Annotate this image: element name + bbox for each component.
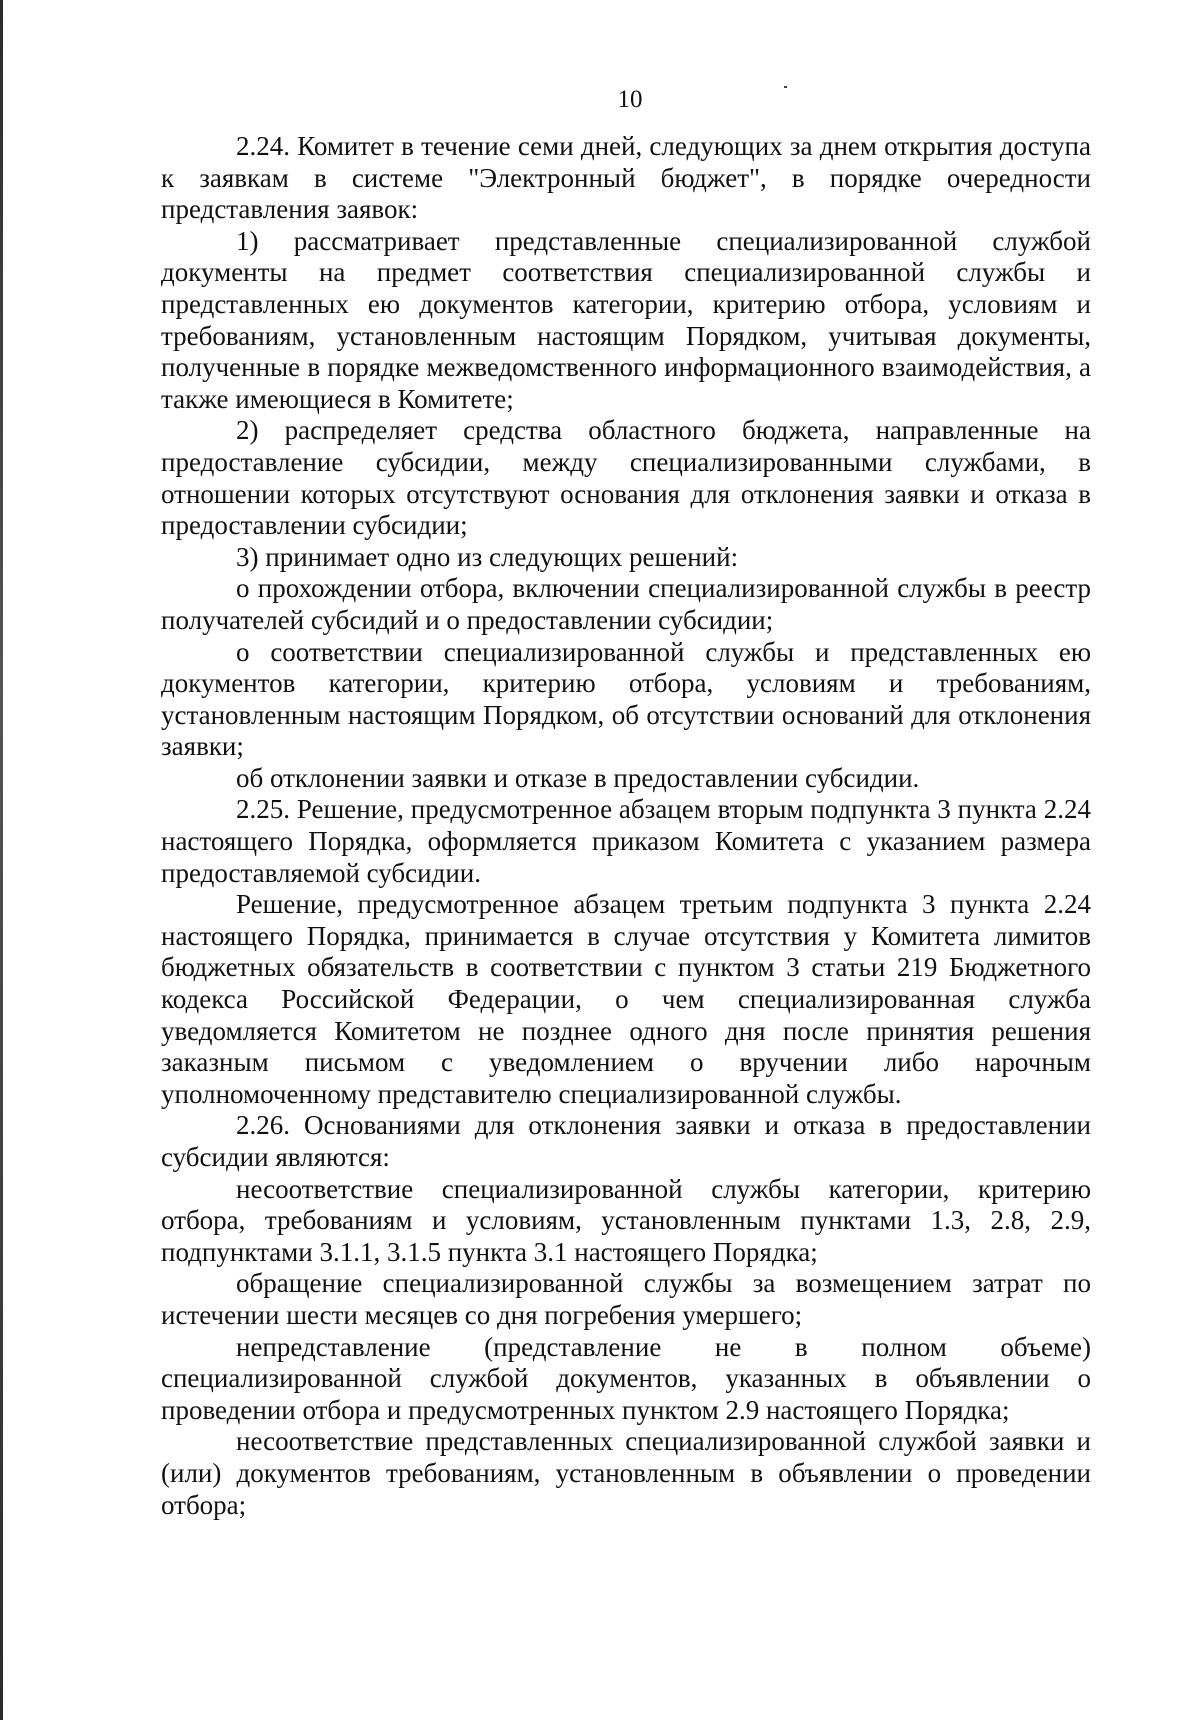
- scan-edge: [0, 0, 3, 1720]
- scan-speck: [784, 86, 787, 88]
- paragraph-decision-2: о соответствии специализированной службы и представленных ею документов категории, критерию отбора, условиям и требованиям, установленным настоящим Порядком, об отсутствии оснований для отклонения заявки;: [161, 636, 1091, 762]
- paragraph-decision-3: об отклонении заявки и отказе в предоставлении субсидии.: [236, 762, 920, 793]
- paragraph-ground-2: обращение специализированной службы за возмещением затрат по истечении шести месяцев со дня погребения умершего;: [161, 1268, 1091, 1330]
- paragraph-ground-4: несоответствие представленных специализированной службой заявки и (или) документов требованиям, установленным в объявлении о проведении отбора;: [161, 1426, 1091, 1520]
- paragraph-ground-1: несоответствие специализированной службы категории, критерию отбора, требованиям и условиям, установленным пунктами 1.3, 2.8, 2.9, подпунктами 3.1.1, 3.1.5 пункта 3.1 настоящего Порядка;: [161, 1173, 1091, 1267]
- paragraph-2-25: 2.25. Решение, предусмотренное абзацем вторым подпункта 3 пункта 2.24 настоящего Порядка, оформляется приказом Комитета с указанием размера предоставляемой субсидии.: [161, 794, 1091, 888]
- paragraph-ground-3: непредставление (представление не в полном объеме) специализированной службой документов, указанных в объявлении о проведении отбора и предусмотренных пунктом 2.9 настоящего Порядка;: [161, 1331, 1091, 1425]
- paragraph-decision-1: о прохождении отбора, включении специализированной службы в реестр получателей субсидий и о предоставлении субсидии;: [161, 573, 1091, 635]
- paragraph-item-1: 1) рассматривает представленные специализированной службой документы на предмет соответствия специализированной службы и представленных ею документов категории, критерию отбора, условиям и требованиям, установленным настоящим Порядком, учитывая документы, полученные в порядке межведомственного информационного взаимодействия, а также имеющиеся в Комитете;: [161, 225, 1091, 414]
- paragraph-item-2: 2) распределяет средства областного бюджета, направленные на предоставление субсидии, между специализированными службами, в отношении которых отсутствуют основания для отклонения заявки и отказа в предоставлении субсидии;: [161, 415, 1091, 541]
- page-number: 10: [617, 86, 643, 113]
- paragraph-2-24: 2.24. Комитет в течение семи дней, следующих за днем открытия доступа к заявкам в системе "Электронный бюджет", в порядке очередности представления заявок:: [161, 131, 1091, 225]
- paragraph-2-25-decision: Решение, предусмотренное абзацем третьим подпункта 3 пункта 2.24 настоящего Порядка, принимается в случае отсутствия у Комитета лимитов бюджетных обязательств в соответствии с пунктом 3 статьи 219 Бюджетного кодекса Российской Федерации, о чем специализированная служба уведомляется Комитетом не позднее одного дня после принятия решения заказным письмом с уведомлением о вручении либо нарочным уполномоченному представителю специализированной службы.: [161, 889, 1091, 1109]
- paragraph-2-26: 2.26. Основаниями для отклонения заявки и отказа в предоставлении субсидии являются:: [161, 1110, 1091, 1172]
- paragraph-item-3: 3) принимает одно из следующих решений:: [236, 541, 739, 572]
- document-body: [161, 131, 1091, 1521]
